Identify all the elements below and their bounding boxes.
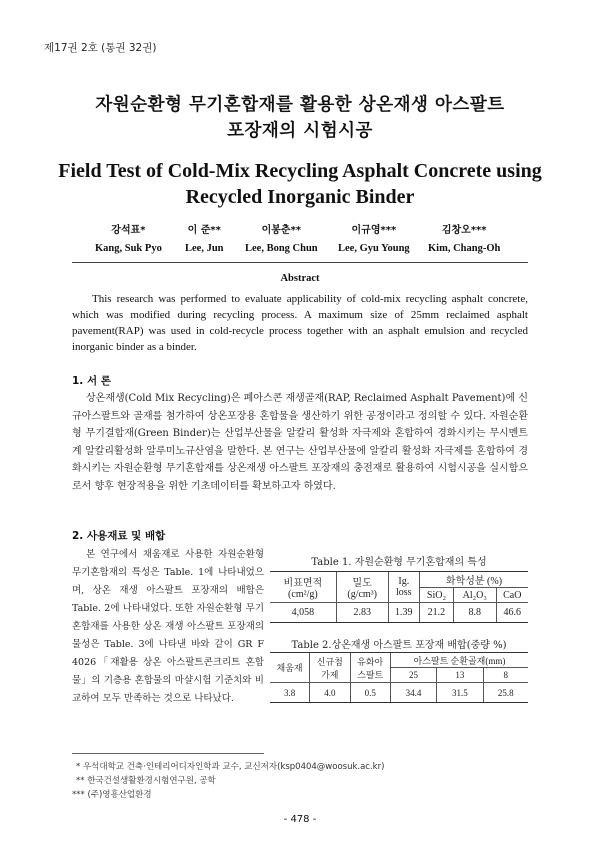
t1-header-al2o3: Al₂O₃ xyxy=(453,588,496,603)
section-1-text: 상온재생(Cold Mix Recycling)은 폐아스콘 재생골재(RAP, Reclaimed Asphalt Pavement)에 신규아스팔트와 골재를 첨가하여 상온포장용 혼합물을 생산하기 위한 공정이라고 정의할 수 있다. 자원순환형 무기결합재(Green Binder)는 산업부산물을 알칼리 활성화 자극제와 혼합하여 경화시키는 무시멘트계 알칼리활성화 알루미노규산염을 말한다. 본 연구는 산업부산물에 알칼리 활성화 자극제를 혼합하여 경화시키는 자원순환형 무기혼합재를 상온재생 아스팔트 포장재의 충전재로 활용하여 시험시공을 실시함으로서 향후 현장적용을 위한 기초데이터를 확보하고자 하였다. xyxy=(72,393,528,492)
t2-cell-13mm: 31.5 xyxy=(437,683,483,703)
author-3-english: Lee, Bong Chun xyxy=(245,243,318,254)
author-2-english: Lee, Jun xyxy=(185,243,224,254)
t2-cell-25mm: 34.4 xyxy=(390,683,436,703)
author-5-korean: 김창오*** xyxy=(441,225,487,236)
author-4-korean: 이규영*** xyxy=(351,225,397,236)
t1-header-cao: CaO xyxy=(496,588,528,603)
t1-header-chemical: 화학성분 (%) xyxy=(419,572,528,588)
t2-header-new-aggregate xyxy=(310,653,350,683)
table-2 xyxy=(270,652,528,703)
title-rule xyxy=(72,262,528,263)
t1-header-sio2: SiO₂ xyxy=(419,588,453,603)
author-1-english: Kang, Suk Pyo xyxy=(95,243,162,254)
t1-cell-density: 2.83 xyxy=(336,603,388,623)
table-1 xyxy=(270,571,528,623)
table-2-caption: Table 2.상온재생 아스팔트 포장재 배합(중량 %) xyxy=(291,640,507,651)
t1-cell-cao: 46.6 xyxy=(496,603,528,623)
abstract-text: This research was performed to evaluate applicability of cold-mix recycling asphalt concrete, which was modified during recycling process. A maximum size of 25mm reclaimed asphalt pavement(RAP) was used in cold-recycle process together with an asphalt emulsion and recycled inorganic binder as a binder. xyxy=(72,293,528,353)
author-1 xyxy=(95,221,162,254)
t2-header-25mm: 25 xyxy=(390,668,436,683)
abstract-heading: Abstract xyxy=(280,273,320,284)
author-3 xyxy=(245,221,318,254)
t1-cell-ig-loss: 1.39 xyxy=(388,603,419,623)
author-3-korean: 이봉춘** xyxy=(261,225,302,236)
journal-header: 제17권 2호 (통권 32권) xyxy=(44,42,157,54)
t2-cell-emulsion: 0.5 xyxy=(350,683,390,703)
section-1-heading: 1. 서 론 xyxy=(72,375,111,387)
t1-header-fineness-line1: 비표면적 xyxy=(283,578,323,589)
t2-header-emulsion-line1: 유화아 xyxy=(357,656,384,667)
author-1-korean: 강석표* xyxy=(111,225,146,236)
t1-header-density-line1: 밀도 xyxy=(352,578,372,589)
t1-cell-fineness: 4,058 xyxy=(270,603,336,623)
t2-header-13mm: 13 xyxy=(437,668,483,683)
page-number: - 478 - xyxy=(283,814,317,825)
title-korean-line1: 자원순환형 무기혼합재를 활용한 상온재생 아스팔트 xyxy=(95,95,505,115)
t1-cell-sio2: 21.2 xyxy=(419,603,453,623)
t2-header-8mm: 8 xyxy=(483,668,528,683)
author-4-english: Lee, Gyu Young xyxy=(338,243,410,254)
footnote-2: ** 한국건설생활환경시험연구원, 공학 xyxy=(76,776,216,786)
title-korean-line2: 포장재의 시험시공 xyxy=(227,121,373,141)
author-4 xyxy=(338,221,410,254)
t2-cell-new-aggregate: 4.0 xyxy=(310,683,350,703)
title-english-line1: Field Test of Cold-Mix Recycling Asphalt Concrete using xyxy=(58,160,542,182)
t2-header-new-agg-line2: 가제 xyxy=(321,669,339,680)
t1-header-ig-loss xyxy=(388,572,419,603)
author-2-korean: 이 준** xyxy=(187,225,221,236)
table-1-caption: Table 1. 자원순환형 무기혼합재의 특성 xyxy=(311,557,487,568)
footnote-3: *** (주)영흥산업환경 xyxy=(72,790,152,800)
author-5-english: Kim, Chang-Oh xyxy=(428,243,501,254)
t2-header-emulsion xyxy=(350,653,390,683)
t1-header-fineness-line2: (cm²/g) xyxy=(288,589,318,600)
section-2-heading: 2. 사용재료 및 배합 xyxy=(72,530,166,542)
section-2-text: 본 연구에서 채움재로 사용한 자원순환형 무기혼합재의 특성은 Table. 1에 나타내었으며, 상온 재생 아스팔트 포장재의 배합은 Table. 2에 나타내었다. 또한 자원순환형 무기혼합재를 사용한 상온 재생 아스팔트 포장재의 물성은 Table. 3에 나타낸 바와 같이 GR F 4026「재활용 상온 아스팔트콘크리트 혼합물」의 기층용 혼합물의 마샬시험 기준치와 비교하여 모두 만족하는 것으로 나타났다. xyxy=(72,549,264,704)
t2-cell-filler: 3.8 xyxy=(270,683,310,703)
t2-cell-8mm: 25.8 xyxy=(483,683,528,703)
t2-header-emulsion-line2: 스팔트 xyxy=(357,669,384,680)
t1-header-ig-line1: Ig. xyxy=(398,576,410,587)
t1-header-ig-line2: loss xyxy=(396,587,412,598)
author-2 xyxy=(185,221,224,254)
footnote-1: * 우석대학교 건축·인테리어디자인학과 교수, 교신저자(ksp0404@woosuk.ac.kr) xyxy=(76,762,385,772)
t1-cell-al2o3: 8.8 xyxy=(453,603,496,623)
t2-header-rap: 아스팔트 순환골재(mm) xyxy=(390,653,528,668)
author-5 xyxy=(428,221,500,254)
t2-header-new-agg-line1: 신규첨 xyxy=(316,656,343,667)
t1-header-density-line2: (g/cm³) xyxy=(347,589,378,600)
t1-header-fineness xyxy=(270,572,336,603)
title-english-line2: Recycled Inorganic Binder xyxy=(185,186,415,208)
footnote-rule xyxy=(72,753,264,754)
t1-header-density xyxy=(336,572,388,603)
t2-header-filler: 채움재 xyxy=(270,653,310,683)
